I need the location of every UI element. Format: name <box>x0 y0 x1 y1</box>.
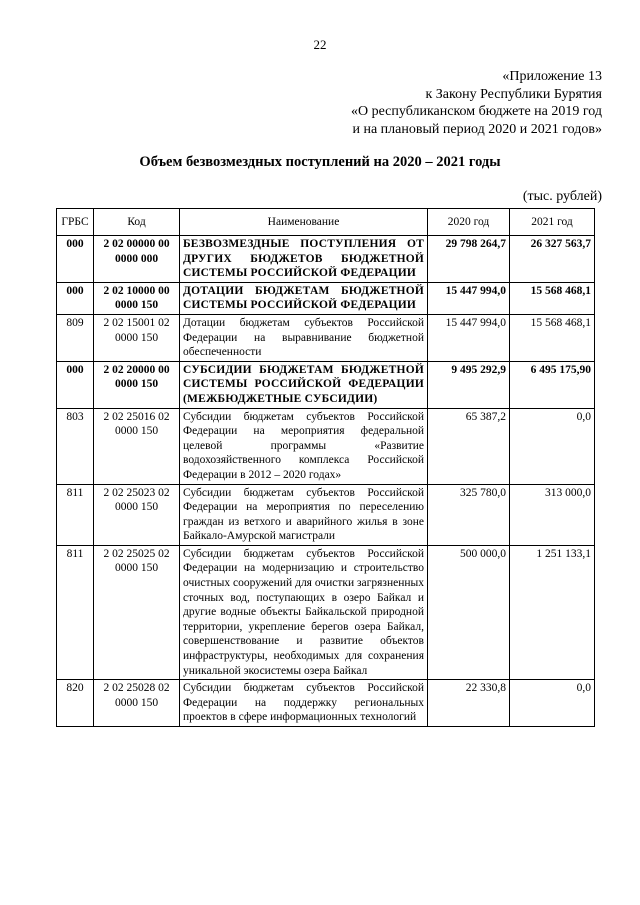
cell-2021: 1 251 133,1 <box>510 545 595 679</box>
document-title: Объем безвозмездных поступлений на 2020 – 2021 годы <box>139 154 501 170</box>
cell-code: 2 02 10000 00 0000 150 <box>94 282 180 314</box>
cell-grbs: 000 <box>57 282 94 314</box>
cell-code: 2 02 25023 02 0000 150 <box>94 484 180 545</box>
cell-code: 2 02 25025 02 0000 150 <box>94 545 180 679</box>
table-row <box>57 545 595 679</box>
cell-2021: 15 568 468,1 <box>510 314 595 361</box>
cell-code: 2 02 00000 00 0000 000 <box>94 236 180 283</box>
revenue-table <box>56 208 595 727</box>
table-header-row <box>57 209 595 236</box>
cell-grbs: 803 <box>57 408 94 484</box>
cell-2021: 313 000,0 <box>510 484 595 545</box>
cell-2020: 9 495 292,9 <box>428 361 510 408</box>
cell-2021: 0,0 <box>510 408 595 484</box>
page-number: 22 <box>313 37 327 52</box>
table-row <box>57 314 595 361</box>
cell-name: ДОТАЦИИ БЮДЖЕТАМ БЮДЖЕТНОЙ СИСТЕМЫ РОССИЙСКОЙ ФЕДЕРАЦИИ <box>180 282 428 314</box>
table-row <box>57 680 595 727</box>
appendix-line: к Закону Республики Бурятия <box>425 86 602 102</box>
cell-2020: 325 780,0 <box>428 484 510 545</box>
cell-2021: 15 568 468,1 <box>510 282 595 314</box>
cell-name: СУБСИДИИ БЮДЖЕТАМ БЮДЖЕТНОЙ СИСТЕМЫ РОССИЙСКОЙ ФЕДЕРАЦИИ (МЕЖБЮДЖЕТНЫЕ СУБСИДИИ) <box>180 361 428 408</box>
units-label: (тыс. рублей) <box>522 189 602 204</box>
appendix-line: «О республиканском бюджете на 2019 год <box>351 104 602 119</box>
cell-grbs: 820 <box>57 680 94 727</box>
cell-2021: 0,0 <box>510 680 595 727</box>
appendix-line: «Приложение 13 <box>502 69 602 84</box>
cell-name: Субсидии бюджетам субъектов Российской Федерации на поддержку региональных проектов в сфере информационных технологий <box>180 680 428 727</box>
table-row <box>57 408 595 484</box>
cell-2020: 500 000,0 <box>428 545 510 679</box>
header-2021: 2021 год <box>510 209 595 236</box>
cell-name: Субсидии бюджетам субъектов Российской Федерации на модернизацию и строительство очистных сооружений для очистки загрязненных сточных вод, поступающих в озеро Байкал и другие водные объекты Байкальской природной территории, укрепление берегов озера Байкал, совершенствование и развитие объектов инфраструктуры, необходимых для сохранения уникальной экосистемы озера Байкал <box>180 545 428 679</box>
cell-code: 2 02 15001 02 0000 150 <box>94 314 180 361</box>
cell-name: Субсидии бюджетам субъектов Российской Федерации на мероприятия федеральной целевой программы «Развитие водохозяйственного комплекса Российской Федерации в 2012 – 2020 годах» <box>180 408 428 484</box>
cell-2020: 15 447 994,0 <box>428 314 510 361</box>
header-code: Код <box>94 209 180 236</box>
cell-code: 2 02 25028 02 0000 150 <box>94 680 180 727</box>
cell-2020: 22 330,8 <box>428 680 510 727</box>
cell-name: Субсидии бюджетам субъектов Российской Федерации на мероприятия по переселению граждан из ветхого и аварийного жилья в зоне Байкало-Амурской магистрали <box>180 484 428 545</box>
header-name: Наименование <box>180 209 428 236</box>
cell-2020: 15 447 994,0 <box>428 282 510 314</box>
cell-name: БЕЗВОЗМЕЗДНЫЕ ПОСТУПЛЕНИЯ ОТ ДРУГИХ БЮДЖЕТОВ БЮДЖЕТНОЙ СИСТЕМЫ РОССИЙСКОЙ ФЕДЕРАЦИИ <box>180 236 428 283</box>
appendix-header <box>351 68 602 138</box>
cell-code: 2 02 20000 00 0000 150 <box>94 361 180 408</box>
appendix-line: и на плановый период 2020 и 2021 годов» <box>352 121 602 137</box>
cell-grbs: 811 <box>57 545 94 679</box>
cell-code: 2 02 25016 02 0000 150 <box>94 408 180 484</box>
table-row <box>57 361 595 408</box>
cell-2020: 29 798 264,7 <box>428 236 510 283</box>
table-row <box>57 484 595 545</box>
cell-name: Дотации бюджетам субъектов Российской Федерации на выравнивание бюджетной обеспеченности <box>180 314 428 361</box>
table-row <box>57 282 595 314</box>
cell-grbs: 000 <box>57 361 94 408</box>
cell-grbs: 000 <box>57 236 94 283</box>
cell-2021: 26 327 563,7 <box>510 236 595 283</box>
cell-grbs: 809 <box>57 314 94 361</box>
cell-2020: 65 387,2 <box>428 408 510 484</box>
cell-grbs: 811 <box>57 484 94 545</box>
table-row <box>57 236 595 283</box>
header-grbs: ГРБС <box>57 209 94 236</box>
header-2020: 2020 год <box>428 209 510 236</box>
cell-2021: 6 495 175,90 <box>510 361 595 408</box>
